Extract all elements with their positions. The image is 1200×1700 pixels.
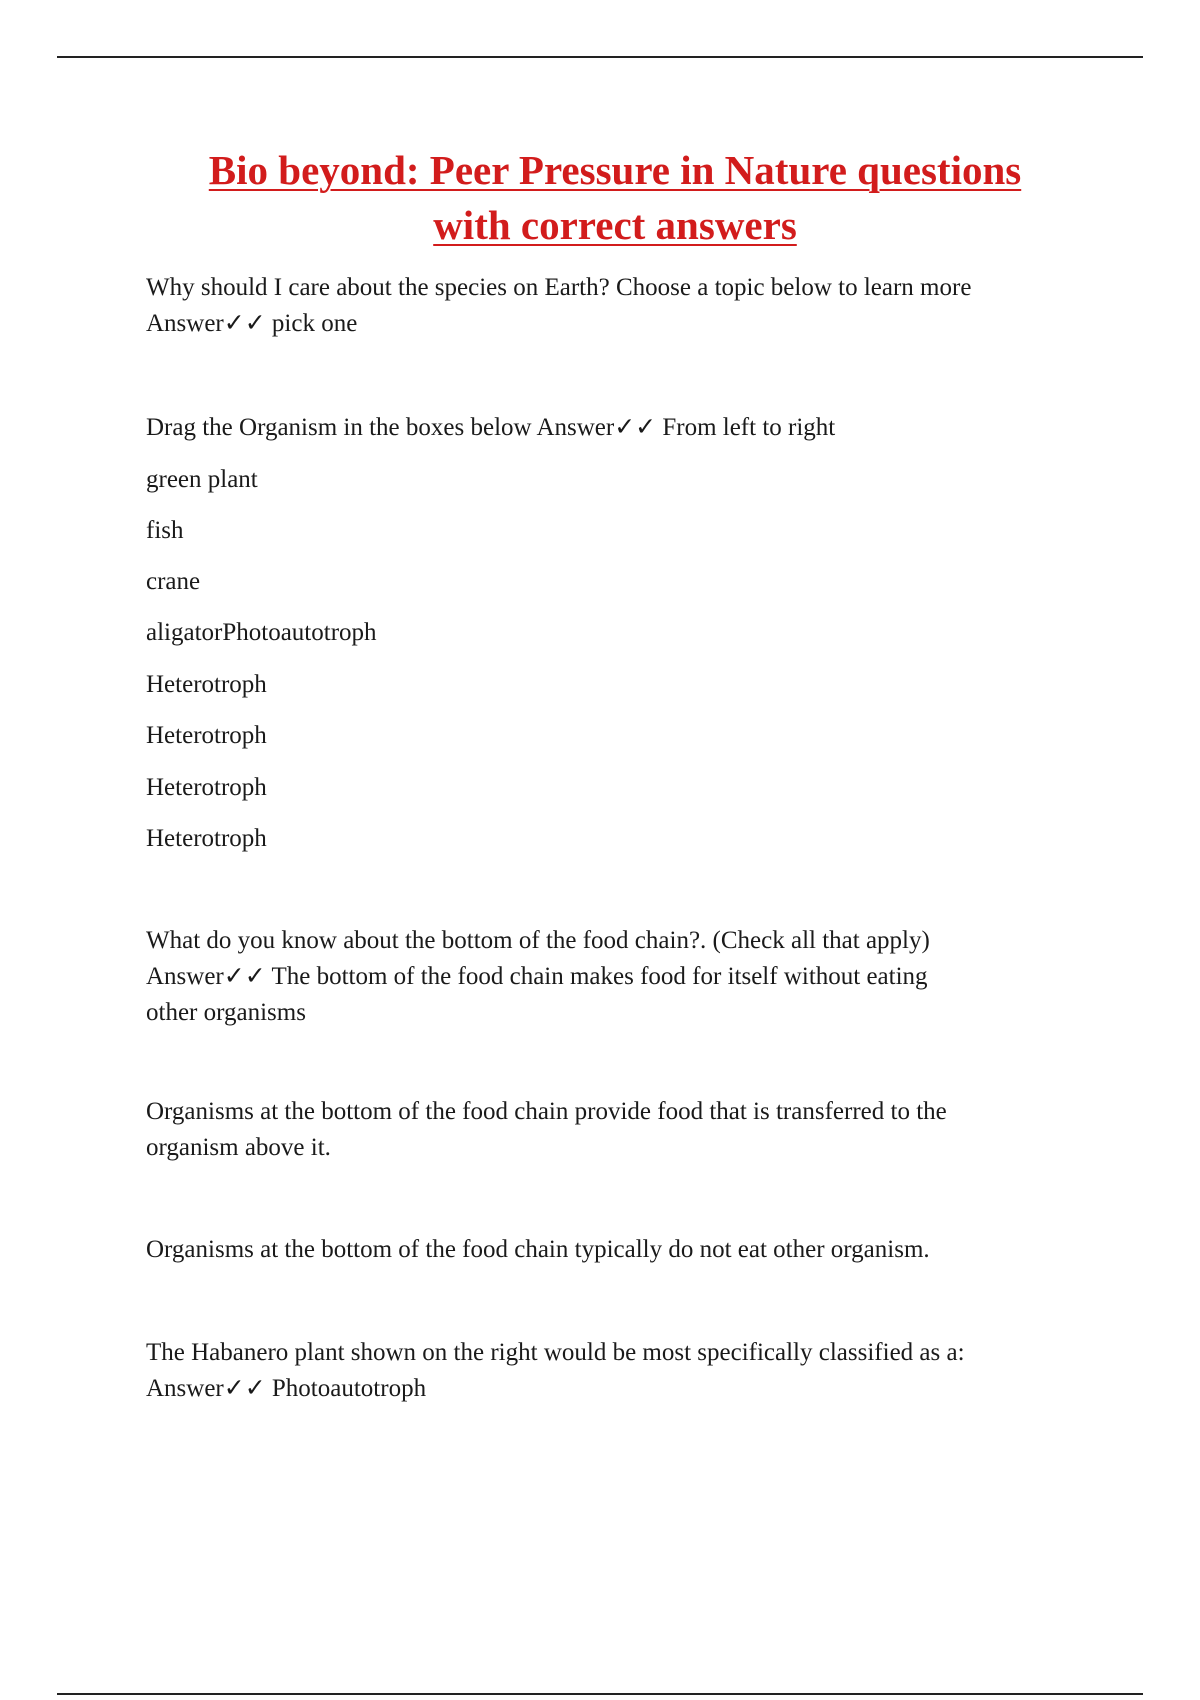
question-1 <box>146 270 1096 342</box>
answer-item-text: green plant <box>146 466 258 493</box>
paragraph-5 <box>146 1232 1096 1268</box>
question-3-answer-cont: other organisms <box>146 999 306 1026</box>
header-rule <box>57 56 1143 58</box>
answer-item-text: Heterotroph <box>146 774 267 801</box>
paragraph-4-line-2: organism above it. <box>146 1134 331 1161</box>
answer-item <box>146 564 1096 600</box>
paragraph-4 <box>146 1094 1096 1166</box>
document-title <box>140 143 1090 253</box>
question-3 <box>146 923 1096 1031</box>
answer-item <box>146 667 1096 703</box>
answer-item <box>146 615 1096 651</box>
paragraph-5-line-1: Organisms at the bottom of the food chain typically do not eat other organism. <box>146 1236 930 1263</box>
question-3-answer: Answer✓✓ The bottom of the food chain makes food for itself without eating <box>146 963 928 990</box>
question-3-text: What do you know about the bottom of the food chain?. (Check all that apply) <box>146 927 930 954</box>
question-1-text: Why should I care about the species on Earth? Choose a topic below to learn more <box>146 274 972 301</box>
answer-item-text: Heterotroph <box>146 825 267 852</box>
answer-item <box>146 462 1096 498</box>
question-6 <box>146 1335 1096 1407</box>
answer-item <box>146 821 1096 857</box>
answer-item <box>146 513 1096 549</box>
title-line-2: with correct answers <box>433 202 797 248</box>
answer-item <box>146 718 1096 754</box>
answer-item <box>146 770 1096 806</box>
title-line-1: Bio beyond: Peer Pressure in Nature questions <box>208 147 1022 193</box>
question-2 <box>146 410 1096 446</box>
answer-item-text: Heterotroph <box>146 671 267 698</box>
paragraph-4-line-1: Organisms at the bottom of the food chain provide food that is transferred to the <box>146 1098 947 1125</box>
question-6-text: The Habanero plant shown on the right would be most specifically classified as a: <box>146 1339 965 1366</box>
answer-item-text: aligatorPhotoautotroph <box>146 619 377 646</box>
answer-item-text: Heterotroph <box>146 722 267 749</box>
answer-item-text: fish <box>146 517 184 544</box>
question-6-answer: Answer✓✓ Photoautotroph <box>146 1375 427 1402</box>
answer-item-text: crane <box>146 568 201 595</box>
question-1-answer: Answer✓✓ pick one <box>146 310 358 337</box>
question-2-text: Drag the Organism in the boxes below Answer✓✓ From left to right <box>146 414 836 441</box>
footer-rule <box>57 1693 1143 1695</box>
